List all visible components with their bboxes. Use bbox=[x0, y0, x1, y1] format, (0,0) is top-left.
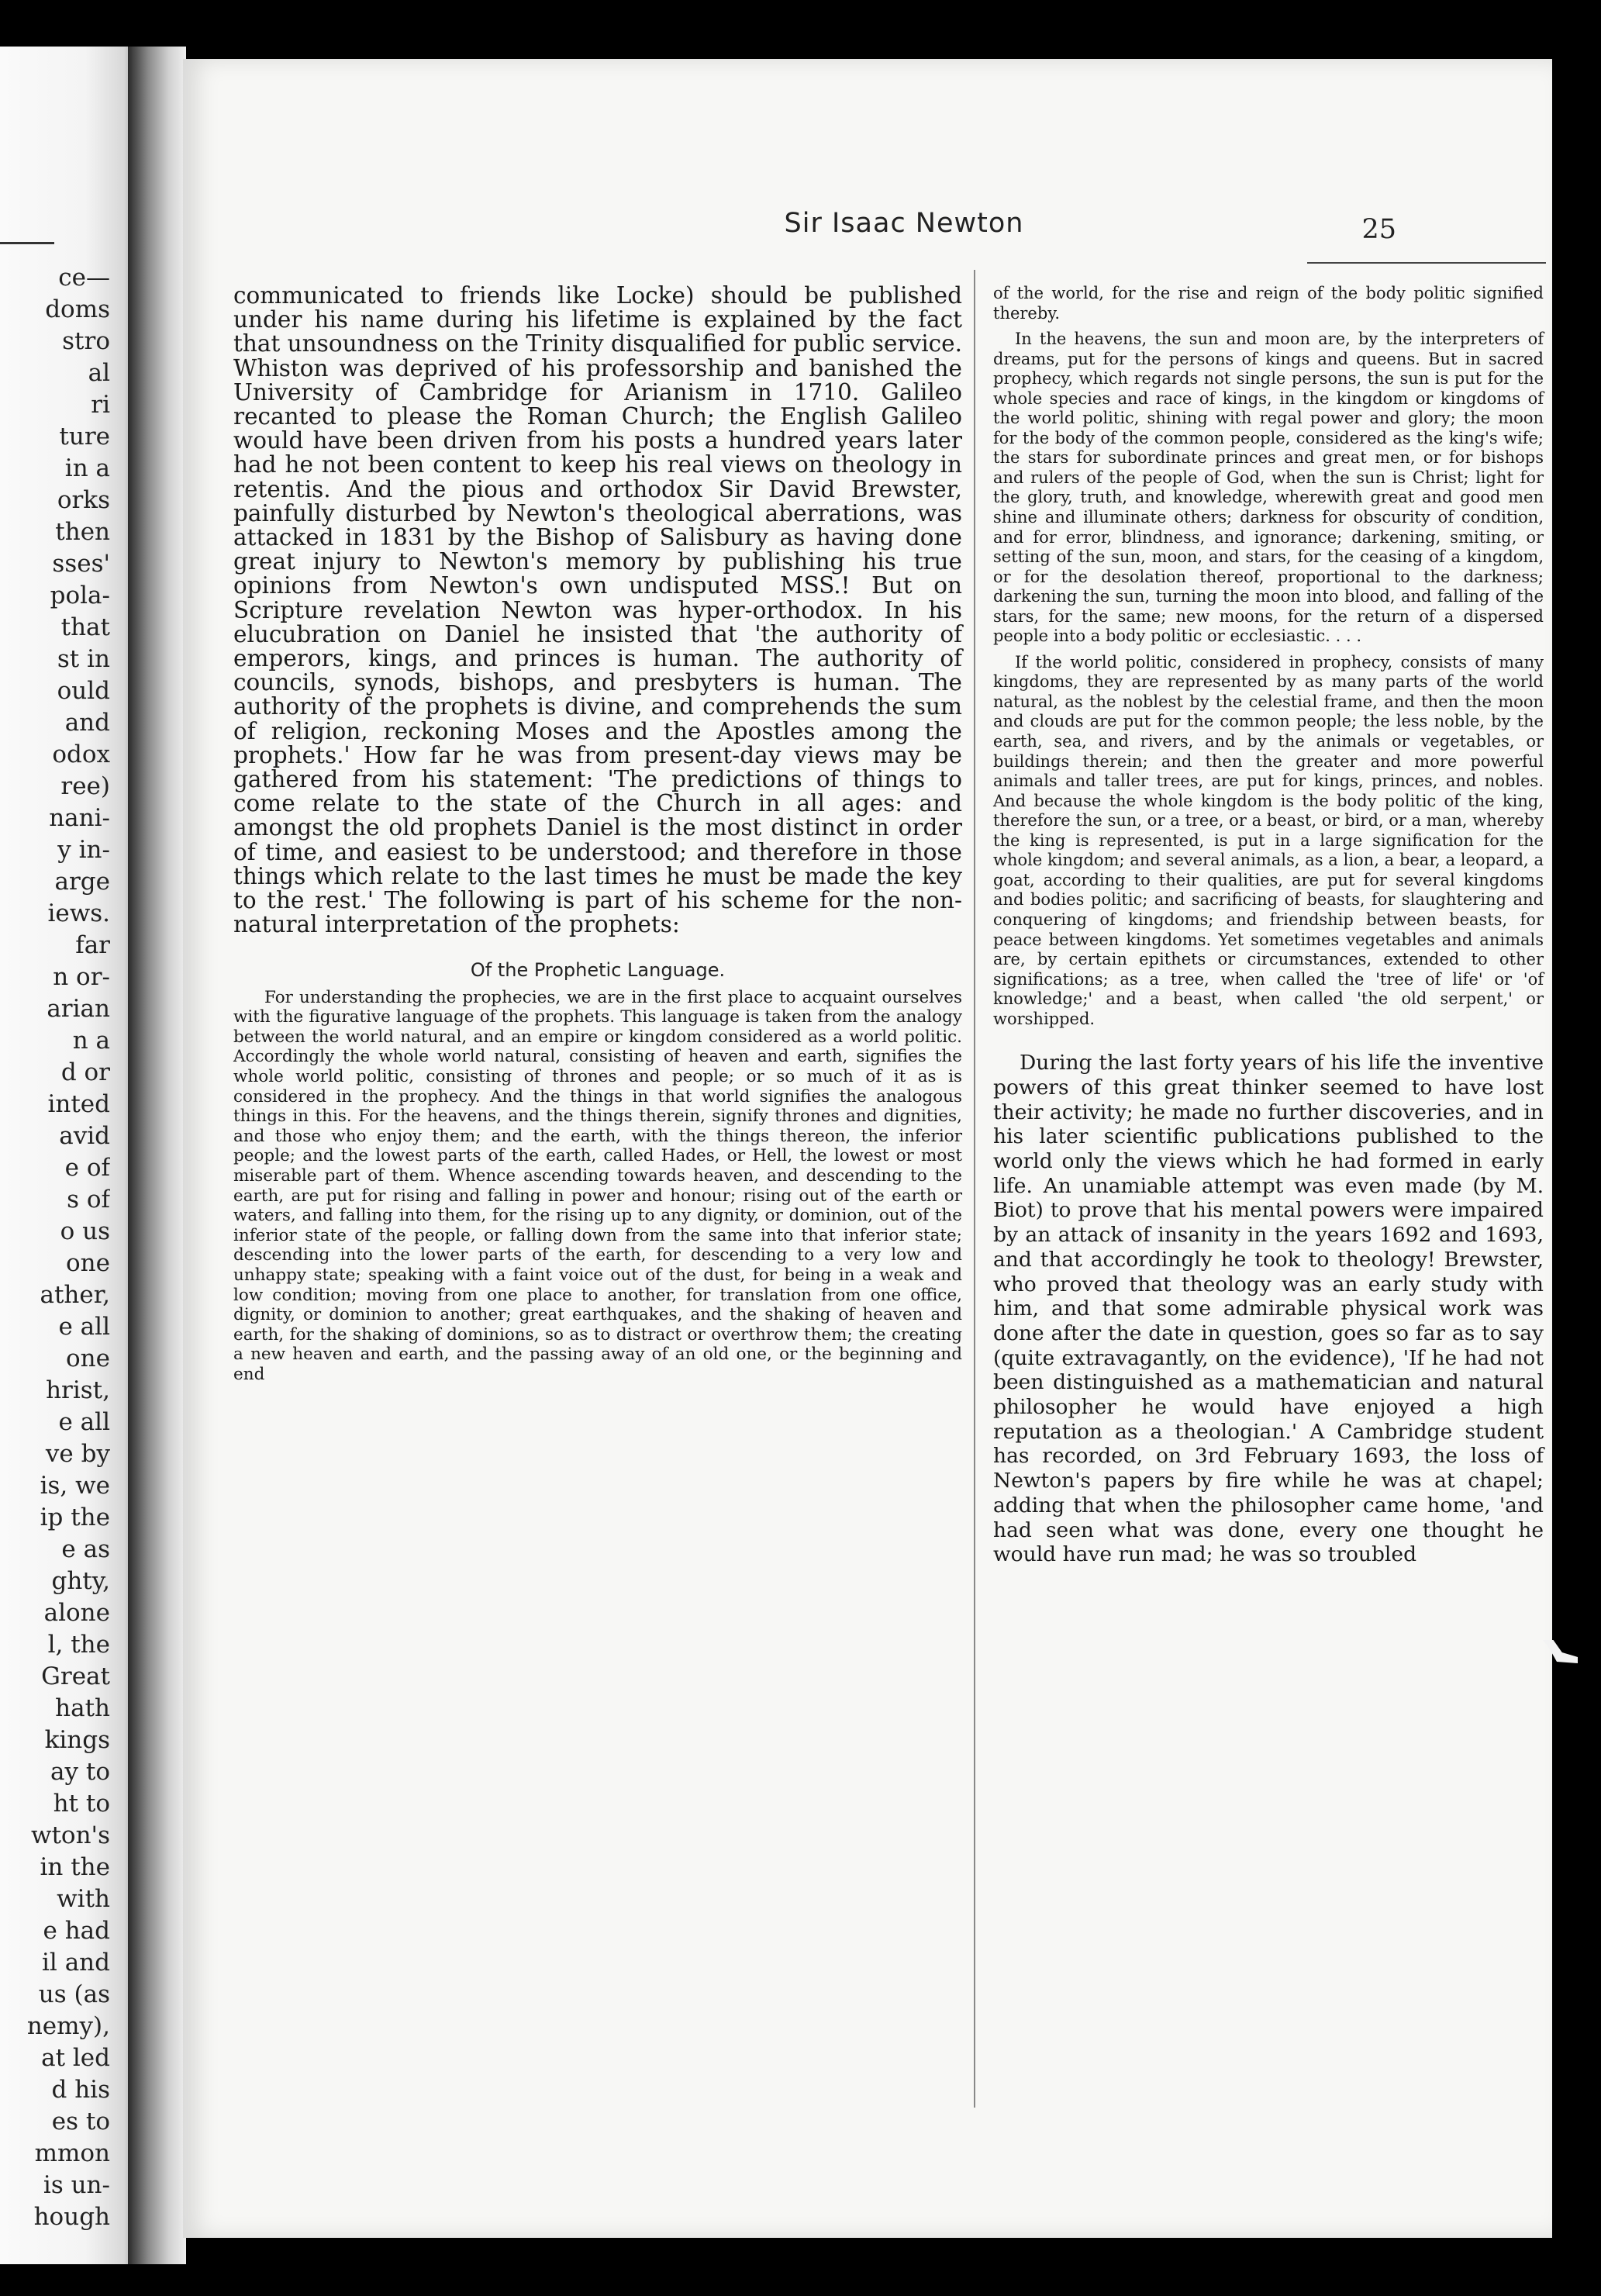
left-column bbox=[233, 284, 962, 1401]
facing-page-line: o us bbox=[60, 1217, 110, 1245]
facing-page-line: pola- bbox=[50, 582, 110, 609]
facing-page-line: at led bbox=[41, 2044, 110, 2072]
facing-page-line: us (as bbox=[38, 1980, 110, 2008]
facing-page-line: then bbox=[55, 518, 110, 546]
right-column bbox=[993, 284, 1544, 1588]
facing-page-line: ht to bbox=[53, 1790, 110, 1818]
facing-page-line: e all bbox=[58, 1313, 110, 1341]
facing-page-line: nemy), bbox=[26, 2012, 110, 2040]
facing-page-line: arge bbox=[54, 868, 110, 896]
facing-page-line: in the bbox=[40, 1853, 110, 1881]
quoted-paragraph: For understanding the prophecies, we are in the first place to acquaint ourselves with the figurative language of the prophets. This language is taken from the analogy between the world natural, and an empire or kingdom considered as a world politic. Accordingly the whole world natural, consisting of heaven and earth, signifies the whole world politic, consisting of thrones and people; or so much of it as is considered in the prophecy. And the things in that world signifies the analogous things in this. For the heavens, and the things therein, signify thrones and dignities, and those who enjoy them; and the earth, with the things thereon, the inferior people; and the lowest parts of the earth, called Hades, or Hell, the lowest or most miserable part of them. Whence ascending towards heaven, and descending to the earth, are put for rising and falling in power and honour; rising out of the earth or waters, and falling into them, for the rising up to any dignity, or dominion, out of the inferior state of the people, or falling down from the same into that inferior state; descending into the lower parts of the earth, for descending to a very low and unhappy state; speaking with a faint voice out of the dust, for being in a weak and low condition; moving from one place to another, for translation from one office, dignity, or dominion to another; great earthquakes, and the shaking of heaven and earth, for the shaking of dominions, so as to distract or overthrow them; the creating a new heaven and earth, and the passing away of an old one, or the beginning and end bbox=[233, 987, 962, 1384]
body-paragraph: During the last forty years of his life the inventive powers of this great thinker seemed to have lost their activity; he made no further discoveries, and in his later scientific publications published to the world only the views which he had formed in early life. An unamiable attempt was even made (by M. Biot) to prove that his mental powers were impaired by an attack of insanity in the years 1692 and 1693, and that accordingly he took to theology! Brewster, who proved that theology was an early study with him, and that some admirable physical work was done after the date in question, goes so far as to say (quite extravagantly, on the evidence), 'If he had not been distinguished as a mathematician and natural philosopher he would have enjoyed a high reputation as a theologian.' A Cambridge student has recorded, on 3rd February 1693, the loss of Newton's papers by fire while he was at chapel; adding that when the philosopher came home, 'and had seen what was done, every one thought he would have run mad; he was so troubled bbox=[993, 1051, 1544, 1567]
facing-page-line: is, we bbox=[40, 1472, 110, 1500]
column-divider bbox=[974, 270, 975, 2108]
facing-page-line: arian bbox=[47, 995, 110, 1023]
facing-page-line: is un- bbox=[43, 2171, 110, 2199]
facing-page-line: d his bbox=[51, 2076, 110, 2104]
facing-page-line: ip the bbox=[40, 1504, 110, 1531]
facing-page-line: n a bbox=[72, 1027, 110, 1055]
facing-page-line: y in- bbox=[57, 836, 110, 864]
facing-page-line: in a bbox=[64, 454, 110, 482]
facing-page-line: ri bbox=[91, 391, 110, 419]
quoted-paragraph: If the world politic, considered in prophecy, consists of many kingdoms, they are represented by as many parts of the world natural, as the noblest by the celestial frame, and then the moon and clouds are put for the common people; the less noble, by the earth, sea, and rivers, and by the animals or vegetables, or buildings therein; and then the greater and more powerful animals and taller trees, are put for kings, princes, and nobles. And because the whole kingdom is the body politic of the king, therefore the sun, or a tree, or a beast, or bird, or a man, whereby the king is represented, is put in a large signification for the whole kingdom; and several animals, as a lion, a bear, a leopard, a goat, according to their qualities, are put for several kingdoms and bodies politic; and sacrificing of beasts, for slaughtering and conquering of kingdoms; and friendship between beasts, for peace between kingdoms. Yet sometimes vegetables and animals are, by certain epithets or circumstances, extended to other significations; as a tree, when called the 'tree of life' or 'of knowledge;' and a beast, when called 'the old serpent,' or worshipped. bbox=[993, 652, 1544, 1028]
running-title: Sir Isaac Newton bbox=[784, 208, 1024, 239]
facing-page-line: nani- bbox=[49, 804, 110, 832]
facing-page-line: avid bbox=[59, 1122, 110, 1150]
quoted-paragraph: In the heavens, the sun and moon are, by the interpreters of dreams, put for the persons of kings and queens. But in sacred prophecy, which regards not single persons, the sun is put for the whole species and race of kings, in the kingdom or kingdoms of the world politic, shining with regal power and glory; the moon for the body of the common people, considered as the king's wife; the stars for subordinate princes and great men, or for bishops and rulers of the people of God, when the sun is Christ; light for the glory, truth, and knowledge, wherewith great and good men shine and illuminate others; darkness for obscurity of condition, and for error, blindness, and ignorance; darkening, smiting, or setting of the sun, moon, and stars, for the ceasing of a kingdom, or for the desolation thereof, proportional to the darkness; darkening the sun, turning the moon into blood, and falling of the stars, for the same; new moons, for the return of a dispersed people into a body politic or ecclesiastic. . . . bbox=[993, 330, 1544, 646]
facing-page-line: and bbox=[64, 709, 110, 737]
facing-page-line: es to bbox=[51, 2108, 110, 2135]
facing-page-line: d or bbox=[60, 1058, 110, 1086]
facing-page-line: ay to bbox=[50, 1758, 110, 1786]
facing-page-line: orks bbox=[57, 486, 110, 514]
page-number: 25 bbox=[1361, 214, 1396, 245]
facing-page-line: one bbox=[66, 1249, 110, 1277]
book-gutter bbox=[128, 47, 186, 2264]
facing-page-line: e had bbox=[43, 1917, 110, 1945]
facing-page-line: hough bbox=[33, 2203, 110, 2231]
facing-page-line: one bbox=[66, 1345, 110, 1372]
facing-page-line: ture bbox=[59, 423, 110, 451]
facing-page-line: that bbox=[60, 613, 110, 641]
facing-page-line: stro bbox=[62, 327, 110, 355]
facing-page-line: ather, bbox=[40, 1281, 110, 1309]
facing-page-line: hath bbox=[55, 1694, 110, 1722]
book-page bbox=[183, 59, 1552, 2238]
facing-page-line: sses' bbox=[52, 550, 110, 578]
facing-page-line: wton's bbox=[30, 1821, 110, 1849]
facing-page-line: al bbox=[88, 359, 110, 387]
facing-page-line: with bbox=[57, 1885, 110, 1913]
facing-page-line: alone bbox=[43, 1599, 110, 1627]
facing-page-line: ghty, bbox=[51, 1567, 110, 1595]
facing-page-line: mmon bbox=[34, 2139, 110, 2167]
facing-page-line: ould bbox=[57, 677, 110, 705]
facing-page-line: ve by bbox=[45, 1440, 110, 1468]
facing-page-line: n or- bbox=[53, 963, 110, 991]
facing-page-line: ree) bbox=[60, 772, 110, 800]
facing-page-text bbox=[9, 262, 110, 2233]
facing-page-line: st in bbox=[57, 645, 110, 673]
facing-page-line: odox bbox=[52, 741, 110, 768]
facing-page-rule bbox=[0, 242, 54, 244]
facing-page-line: l, the bbox=[47, 1631, 110, 1659]
facing-page-line: far bbox=[75, 931, 110, 959]
facing-page-line: Great bbox=[41, 1662, 110, 1690]
facing-page-line: e all bbox=[58, 1408, 110, 1436]
facing-page-line: inted bbox=[47, 1090, 110, 1118]
facing-page-line: il and bbox=[42, 1949, 110, 1977]
facing-page-line: doms bbox=[45, 295, 110, 323]
quoted-paragraph-continued: of the world, for the rise and reign of the body politic signified thereby. bbox=[993, 284, 1544, 323]
facing-page-line: iews. bbox=[47, 899, 110, 927]
header-rule bbox=[1307, 262, 1546, 264]
facing-page-line: s of bbox=[67, 1186, 110, 1214]
facing-page-line: kings bbox=[44, 1726, 110, 1754]
facing-page-line: hrist, bbox=[46, 1376, 110, 1404]
body-paragraph: communicated to friends like Locke) should be published under his name during his lifetime is explained by the fact that unsoundness on the Trinity disqualified for public service. Whiston was deprived of his professorship and banished the University of Cambridge for Arianism in 1710. Galileo recanted to please the Roman Church; the English Galileo would have been driven from his posts a hundred years later had he not been content to keep his real views on theology in retentis. And the pious and orthodox Sir David Brewster, painfully disturbed by Newton's theological aberrations, was attacked in 1831 by the Bishop of Salisbury as having done great injury to Newton's memory by publishing his true opinions from Newton's own undisputed MSS.! But on Scripture revelation Newton was hyper-orthodox. In his elucubration on Daniel he insisted that 'the authority of emperors, kings, and princes is human. The authority of councils, synods, bishops, and presbyters is human. The authority of the prophets is divine, and comprehends the sum of religion, reckoning Moses and the Apostles among the prophets.' How far he was from present-day views may be gathered from his statement: 'The predictions of things to come relate to the state of the Church in all ages: and amongst the old prophets Daniel is the most distinct in order of time, and easiest to be understood; and therefore in those things which relate to the last times he must be made the key to the rest.' The following is part of his scheme for the non-natural interpretation of the prophets: bbox=[233, 282, 962, 938]
facing-page-line: ce— bbox=[58, 264, 110, 292]
section-subheading: Of the Prophetic Language. bbox=[470, 959, 726, 982]
facing-page-line: e as bbox=[61, 1535, 110, 1563]
facing-page-line: e of bbox=[64, 1154, 110, 1182]
